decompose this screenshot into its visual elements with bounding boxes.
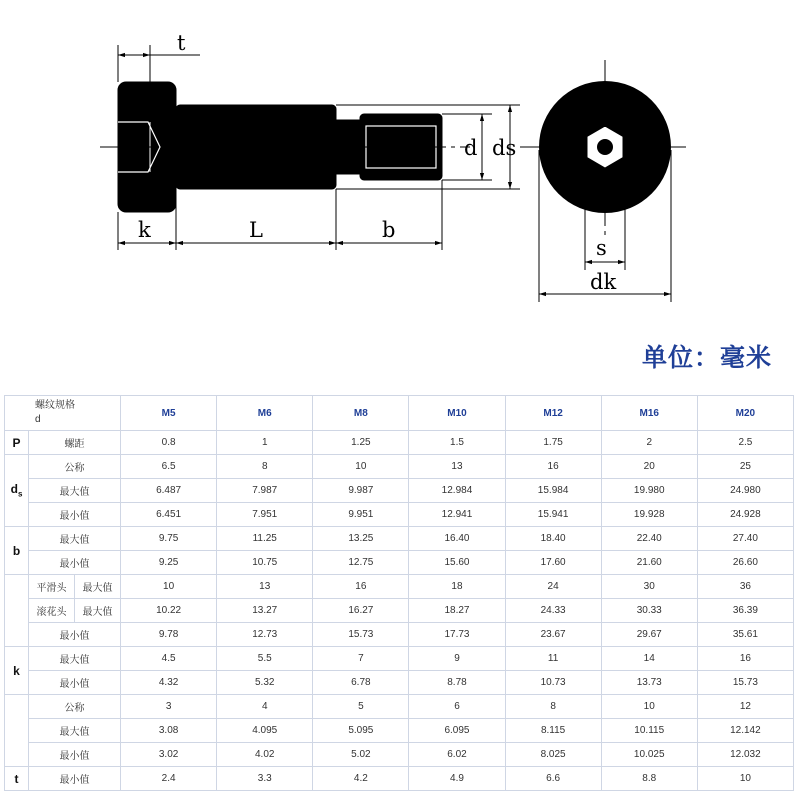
table-cell: 1.5 xyxy=(409,431,505,455)
row-label: 最小值 xyxy=(29,503,121,527)
row-label: 最大值 xyxy=(29,479,121,503)
table-cell: 24.928 xyxy=(697,503,793,527)
column-header: M6 xyxy=(217,396,313,431)
table-cell: 10.73 xyxy=(505,671,601,695)
table-cell: 17.73 xyxy=(409,623,505,647)
row-label: 最大值 xyxy=(75,599,121,623)
header-label-line1: 螺纹规格 xyxy=(35,400,75,411)
table-cell: 20 xyxy=(601,455,697,479)
table-row xyxy=(5,479,794,503)
table-cell: 4 xyxy=(217,695,313,719)
table-cell: 16 xyxy=(505,455,601,479)
table-cell: 25 xyxy=(697,455,793,479)
column-header: M12 xyxy=(505,396,601,431)
row-symbol xyxy=(5,527,29,575)
row-label: 最小值 xyxy=(29,623,121,647)
table-cell: 14 xyxy=(601,647,697,671)
table-cell: 13 xyxy=(217,575,313,599)
table-row xyxy=(5,671,794,695)
table-cell: 17.60 xyxy=(505,551,601,575)
row-symbol xyxy=(5,695,29,767)
table-cell: 4.32 xyxy=(121,671,217,695)
spec-table-body xyxy=(5,396,794,791)
table-cell: 18 xyxy=(409,575,505,599)
row-symbol-text: P xyxy=(12,435,21,450)
table-cell: 1.25 xyxy=(313,431,409,455)
table-cell: 19.928 xyxy=(601,503,697,527)
table-cell: 24.33 xyxy=(505,599,601,623)
row-label: 公称 xyxy=(29,455,121,479)
table-cell: 0.8 xyxy=(121,431,217,455)
table-cell: 10 xyxy=(313,455,409,479)
row-symbol xyxy=(5,575,29,647)
table-cell: 5.32 xyxy=(217,671,313,695)
table-row xyxy=(5,551,794,575)
row-label: 最大值 xyxy=(29,647,121,671)
table-cell: 2.4 xyxy=(121,767,217,791)
table-cell: 12.73 xyxy=(217,623,313,647)
shoulder-screw-drawing xyxy=(0,0,800,320)
table-cell: 6.02 xyxy=(409,743,505,767)
table-cell: 5.5 xyxy=(217,647,313,671)
table-cell: 15.60 xyxy=(409,551,505,575)
row-label: 最大值 xyxy=(29,719,121,743)
table-cell: 7.987 xyxy=(217,479,313,503)
table-cell: 8.78 xyxy=(409,671,505,695)
table-cell: 8.115 xyxy=(505,719,601,743)
table-cell: 4.02 xyxy=(217,743,313,767)
row-symbol xyxy=(5,767,29,791)
table-cell: 16 xyxy=(313,575,409,599)
table-cell: 35.61 xyxy=(697,623,793,647)
table-cell: 6.5 xyxy=(121,455,217,479)
row-label: 公称 xyxy=(29,695,121,719)
spec-table xyxy=(4,395,794,791)
label-s: s xyxy=(596,236,607,260)
row-symbol xyxy=(5,431,29,455)
table-cell: 10.025 xyxy=(601,743,697,767)
table-cell: 9.78 xyxy=(121,623,217,647)
table-cell: 12.75 xyxy=(313,551,409,575)
table-cell: 10 xyxy=(697,767,793,791)
table-cell: 9 xyxy=(409,647,505,671)
row-label: 最小值 xyxy=(29,551,121,575)
table-row xyxy=(5,695,794,719)
table-cell: 13.27 xyxy=(217,599,313,623)
table-cell: 5.095 xyxy=(313,719,409,743)
table-cell: 15.73 xyxy=(313,623,409,647)
table-cell: 5 xyxy=(313,695,409,719)
table-cell: 8 xyxy=(505,695,601,719)
table-cell: 30.33 xyxy=(601,599,697,623)
table-cell: 15.73 xyxy=(697,671,793,695)
table-cell: 6.6 xyxy=(505,767,601,791)
row-symbol-text: t xyxy=(14,771,19,786)
column-header: M16 xyxy=(601,396,697,431)
label-L: L xyxy=(249,218,263,242)
row-symbol xyxy=(5,455,29,527)
table-cell: 7 xyxy=(313,647,409,671)
table-cell: 18.27 xyxy=(409,599,505,623)
table-cell: 12.142 xyxy=(697,719,793,743)
row-symbol-subscript: s xyxy=(17,489,23,499)
table-cell: 6.487 xyxy=(121,479,217,503)
table-cell: 21.60 xyxy=(601,551,697,575)
table-cell: 12.984 xyxy=(409,479,505,503)
table-cell: 16.27 xyxy=(313,599,409,623)
table-cell: 13.73 xyxy=(601,671,697,695)
table-cell: 18.40 xyxy=(505,527,601,551)
label-d: d xyxy=(464,136,478,160)
row-label: 最小值 xyxy=(29,671,121,695)
table-cell: 24 xyxy=(505,575,601,599)
unit-label: 单位：毫米 xyxy=(641,343,772,372)
table-cell: 15.941 xyxy=(505,503,601,527)
row-label: 螺距 xyxy=(29,431,121,455)
table-cell: 6 xyxy=(409,695,505,719)
table-cell: 10.22 xyxy=(121,599,217,623)
table-cell: 15.984 xyxy=(505,479,601,503)
header-label-line2: d xyxy=(35,414,41,425)
table-row xyxy=(5,767,794,791)
table-row xyxy=(5,503,794,527)
table-cell: 19.980 xyxy=(601,479,697,503)
table-cell: 8.8 xyxy=(601,767,697,791)
row-symbol-text: d xyxy=(10,482,18,497)
label-ds: ds xyxy=(492,136,517,160)
table-cell: 8.025 xyxy=(505,743,601,767)
table-cell: 24.980 xyxy=(697,479,793,503)
table-row xyxy=(5,575,794,599)
table-cell: 10.75 xyxy=(217,551,313,575)
table-cell: 12.941 xyxy=(409,503,505,527)
table-row xyxy=(5,719,794,743)
table-cell: 4.9 xyxy=(409,767,505,791)
table-cell: 10 xyxy=(121,575,217,599)
table-cell: 11.25 xyxy=(217,527,313,551)
table-cell: 2.5 xyxy=(697,431,793,455)
table-cell: 30 xyxy=(601,575,697,599)
table-cell: 10.115 xyxy=(601,719,697,743)
table-cell: 16 xyxy=(697,647,793,671)
column-header: M8 xyxy=(313,396,409,431)
column-header: M5 xyxy=(121,396,217,431)
table-cell: 3.08 xyxy=(121,719,217,743)
column-header: M20 xyxy=(697,396,793,431)
column-header: M10 xyxy=(409,396,505,431)
table-cell: 36.39 xyxy=(697,599,793,623)
table-row xyxy=(5,455,794,479)
table-cell: 9.987 xyxy=(313,479,409,503)
table-cell: 29.67 xyxy=(601,623,697,647)
table-cell: 10 xyxy=(601,695,697,719)
table-cell: 12.032 xyxy=(697,743,793,767)
table-row xyxy=(5,527,794,551)
table-cell: 4.5 xyxy=(121,647,217,671)
table-row xyxy=(5,647,794,671)
table-cell: 1.75 xyxy=(505,431,601,455)
row-sublabel: 滚花头 xyxy=(29,599,75,623)
row-sublabel: 平滑头 xyxy=(29,575,75,599)
table-cell: 13 xyxy=(409,455,505,479)
row-label: 最大值 xyxy=(75,575,121,599)
table-row xyxy=(5,431,794,455)
table-cell: 11 xyxy=(505,647,601,671)
table-cell: 4.095 xyxy=(217,719,313,743)
table-cell: 23.67 xyxy=(505,623,601,647)
table-header-row xyxy=(5,396,794,431)
table-cell: 4.2 xyxy=(313,767,409,791)
row-symbol-text: k xyxy=(13,663,20,678)
label-t: t xyxy=(177,31,186,55)
table-row xyxy=(5,599,794,623)
table-cell: 36 xyxy=(697,575,793,599)
table-row xyxy=(5,743,794,767)
label-b: b xyxy=(382,218,396,242)
table-row xyxy=(5,623,794,647)
table-cell: 3.3 xyxy=(217,767,313,791)
row-symbol-text: b xyxy=(12,543,21,558)
table-cell: 6.78 xyxy=(313,671,409,695)
row-label: 最大值 xyxy=(29,527,121,551)
table-cell: 5.02 xyxy=(313,743,409,767)
table-cell: 6.451 xyxy=(121,503,217,527)
table-cell: 16.40 xyxy=(409,527,505,551)
table-cell: 12 xyxy=(697,695,793,719)
table-cell: 22.40 xyxy=(601,527,697,551)
header-label xyxy=(5,396,121,431)
screw-end-view xyxy=(539,81,671,213)
row-label: 最小值 xyxy=(29,767,121,791)
table-cell: 26.60 xyxy=(697,551,793,575)
table-cell: 9.25 xyxy=(121,551,217,575)
row-symbol xyxy=(5,647,29,695)
table-cell: 2 xyxy=(601,431,697,455)
table-cell: 6.095 xyxy=(409,719,505,743)
row-label: 最小值 xyxy=(29,743,121,767)
table-cell: 27.40 xyxy=(697,527,793,551)
table-cell: 3.02 xyxy=(121,743,217,767)
table-cell: 1 xyxy=(217,431,313,455)
label-dk: dk xyxy=(590,270,617,294)
table-cell: 8 xyxy=(217,455,313,479)
table-cell: 13.25 xyxy=(313,527,409,551)
table-cell: 7.951 xyxy=(217,503,313,527)
table-cell: 9.951 xyxy=(313,503,409,527)
table-cell: 3 xyxy=(121,695,217,719)
table-cell: 9.75 xyxy=(121,527,217,551)
label-k: k xyxy=(138,218,151,242)
